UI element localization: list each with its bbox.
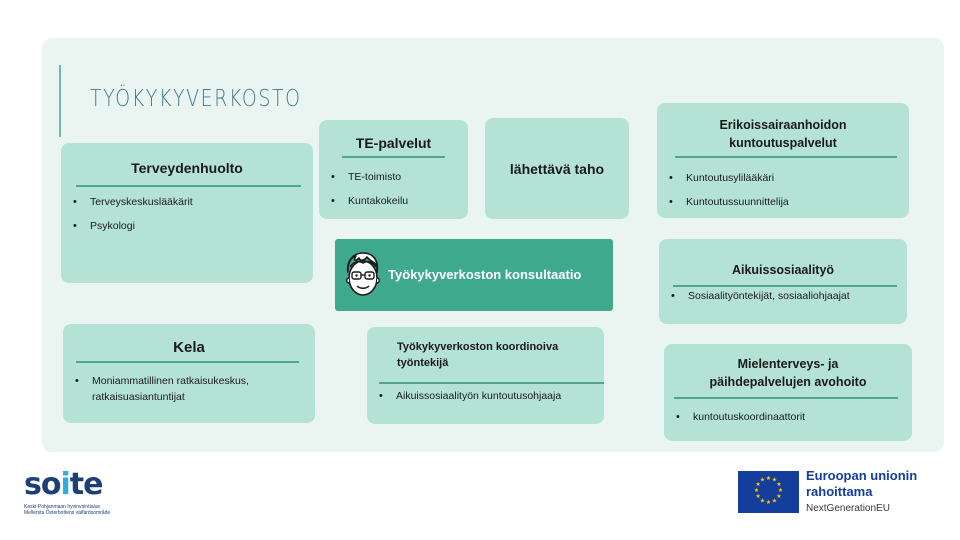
list-item: • Sosiaalityöntekijät, sosiaaliohjaajat	[671, 284, 850, 308]
svg-text:★: ★	[771, 476, 778, 484]
soite-wordmark-end: te	[69, 467, 103, 502]
card-list	[331, 165, 408, 213]
card-list	[671, 284, 850, 308]
soite-subtitle-fi: Keski-Pohjanmaan hyvinvointialue	[24, 504, 101, 510]
card-divider	[76, 361, 299, 363]
consultation-box	[335, 239, 613, 311]
card-heading: lähettävä taho	[509, 161, 605, 177]
card-divider	[76, 185, 301, 187]
svg-text:★: ★	[759, 497, 766, 505]
svg-text:★: ★	[759, 476, 766, 484]
card-lahettava-taho	[485, 118, 629, 219]
list-item: • Aikuissosiaalityön kuntoutusohjaaja	[379, 384, 561, 408]
svg-text:★: ★	[776, 481, 782, 488]
eu-funding-text	[806, 468, 917, 514]
card-heading-line2: työntekijä	[397, 357, 449, 369]
card-list	[75, 373, 249, 405]
list-item: • kuntoutuskoordinaattorit	[676, 405, 805, 429]
svg-text:★: ★	[765, 499, 772, 506]
card-heading: Aikuissosiaalityö	[731, 263, 835, 277]
soite-wordmark	[24, 467, 110, 502]
eu-text-line1: Euroopan unionin	[806, 468, 918, 483]
card-list	[676, 405, 805, 429]
soite-subtitle-sv: Mellersta Österbottens välfärdsområde	[24, 510, 111, 516]
eu-text-line2: rahoittama	[806, 484, 873, 499]
soite-wordmark-i: i	[60, 467, 70, 502]
slide-title: TYÖKYKYVERKOSTO	[90, 86, 302, 112]
card-heading-line1: Mielenterveys- ja	[737, 357, 839, 371]
list-item-line2: ratkaisuasiantuntijat	[92, 391, 185, 403]
card-divider	[675, 156, 897, 158]
svg-text:★: ★	[776, 493, 782, 500]
card-te-palvelut	[319, 120, 468, 219]
svg-text:★: ★	[755, 493, 761, 500]
list-item: • Kuntakokeilu	[331, 189, 408, 213]
list-item: • Kuntoutusylilääkäri	[669, 166, 789, 190]
card-heading: Terveydenhuolto	[131, 160, 243, 176]
card-heading-line2: päihdepalvelujen avohoito	[709, 375, 867, 389]
card-aikuissosiaalityo	[659, 239, 907, 324]
svg-text:★: ★	[771, 497, 778, 505]
eu-flag-icon	[738, 471, 799, 513]
card-terveydenhuolto	[61, 143, 313, 283]
svg-text:★: ★	[753, 487, 760, 494]
person-face-icon	[339, 248, 385, 302]
svg-text:★: ★	[765, 475, 772, 482]
card-heading-line1: Työkykyverkoston koordinoiva	[397, 341, 559, 353]
svg-text:★: ★	[755, 481, 761, 488]
card-heading-line2: kuntoutuspalvelut	[729, 136, 837, 150]
list-item: • Terveyskeskuslääkärit	[73, 190, 193, 214]
soite-logo	[24, 467, 111, 516]
card-heading-line1: Erikoissairaanhoidon	[719, 118, 847, 132]
title-accent-bar	[59, 65, 61, 137]
eu-text-line3: NextGenerationEU	[806, 503, 890, 514]
list-item	[75, 373, 249, 405]
list-item: • Psykologi	[73, 214, 193, 238]
card-heading: TE-palvelut	[355, 135, 432, 151]
card-list	[73, 190, 193, 238]
list-item-line1: Moniammatillinen ratkaisukeskus,	[92, 375, 249, 387]
card-koordinoiva-tyontekija	[367, 327, 604, 424]
card-erikoissairaanhoito	[657, 103, 909, 218]
card-divider	[342, 156, 445, 158]
consultation-label: Työkykyverkoston konsultaatio	[388, 267, 582, 282]
list-item: • Kuntoutussuunnittelija	[669, 190, 789, 214]
card-kela	[63, 324, 315, 423]
card-divider	[674, 397, 898, 399]
soite-wordmark-start: so	[24, 467, 61, 502]
card-heading: Kela	[173, 339, 205, 356]
card-list	[379, 384, 561, 408]
list-item: • TE-toimisto	[331, 165, 408, 189]
card-list	[669, 166, 789, 214]
card-mielenterveys	[664, 344, 912, 441]
svg-text:★: ★	[777, 487, 784, 494]
